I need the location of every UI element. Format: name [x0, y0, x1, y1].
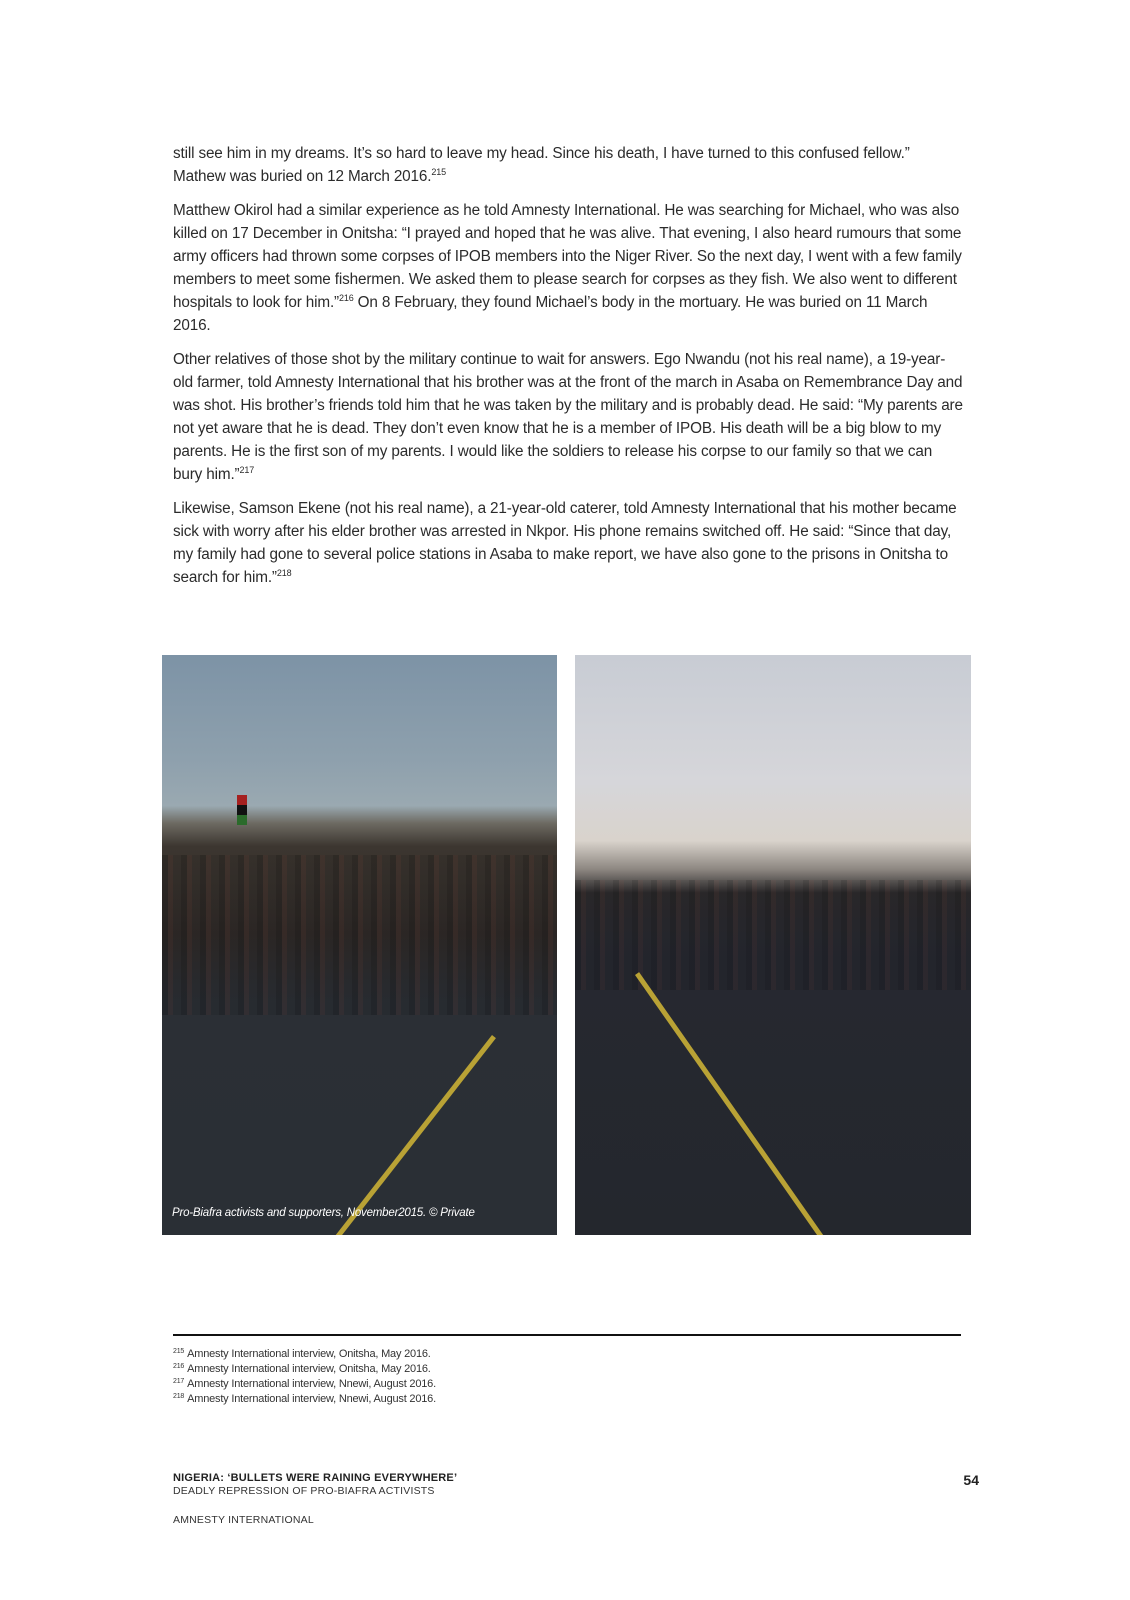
- footnote-number: 218: [173, 1393, 185, 1400]
- footnote-divider: [173, 1334, 961, 1336]
- footnote-ref[interactable]: 218: [276, 568, 292, 578]
- footnote-ref[interactable]: 217: [239, 465, 255, 475]
- paragraph: [173, 497, 963, 589]
- paragraph: [173, 142, 963, 188]
- paragraph-text: Other relatives of those shot by the military continue to wait for answers. Ego Nwandu (not his real name), a 19-year-old farmer, told Amnesty International that his brother was at the front of the march in Asaba on Remembrance Day and was shot. His brother’s friends told him that he was taken by the military and is probably dead. He said: “My parents are not yet aware that he is dead. They don’t even know that he is a member of IPOB. His death will be a big blow to my parents. He is the first son of my parents. I would like the soldiers to release his corpse to our family so that we can bury him.”: [173, 351, 963, 483]
- footnotes: [173, 1347, 961, 1407]
- paragraph-text: still see him in my dreams. It’s so hard to leave my head. Since his death, I have turned to this confused fellow.” Mathew was buried on 12 March 2016.: [173, 145, 910, 185]
- page-number: 54: [963, 1472, 979, 1488]
- page-footer: [173, 1472, 979, 1526]
- footnote-ref[interactable]: 215: [431, 167, 446, 177]
- footnote: [173, 1392, 961, 1407]
- paragraph-text: Likewise, Samson Ekene (not his real name), a 21-year-old caterer, told Amnesty International that his mother became sick with worry after his elder brother was arrested in Nkpor. His phone remains switched off. He said: “Since that day, my family had gone to several police stations in Asaba to make report, we have also gone to the prisons in Onitsha to search for him.”: [173, 500, 957, 586]
- footnote-text: Amnesty International interview, Nnewi, August 2016.: [187, 1393, 436, 1405]
- footnote-text: Amnesty International interview, Onitsha, May 2016.: [187, 1348, 431, 1360]
- footnote-number: 215: [173, 1348, 185, 1355]
- protest-photo-left: [162, 655, 557, 1235]
- paragraph-text-after: On 8 February, they found Michael’s body in the mortuary. He was buried on 11 March 2016.: [173, 294, 928, 334]
- paragraph: [173, 348, 963, 486]
- report-title: NIGERIA: ‘BULLETS WERE RAINING EVERYWHERE’: [173, 1472, 458, 1484]
- footnote-text: Amnesty International interview, Onitsha, May 2016.: [187, 1363, 431, 1375]
- footnote: [173, 1347, 961, 1362]
- footnote-number: 216: [173, 1363, 185, 1370]
- protest-photo-right: [575, 655, 971, 1235]
- crowd-shape: [162, 855, 557, 1015]
- road-marking: [332, 1035, 496, 1235]
- crowd-shape: [575, 880, 971, 990]
- footnote-text: Amnesty International interview, Nnewi, August 2016.: [187, 1378, 436, 1390]
- organization-name: AMNESTY INTERNATIONAL: [173, 1514, 314, 1526]
- footnote-number: 217: [173, 1378, 185, 1385]
- report-subtitle: DEADLY REPRESSION OF PRO-BIAFRA ACTIVISTS: [173, 1485, 435, 1497]
- body-text: [173, 142, 963, 600]
- paragraph: [173, 199, 963, 337]
- biafra-flag-shape: [237, 795, 247, 825]
- footnote: [173, 1377, 961, 1392]
- road-marking: [635, 972, 834, 1235]
- paragraph-text: Matthew Okirol had a similar experience as he told Amnesty International. He was searching for Michael, who was also killed on 17 December in Onitsha: “I prayed and hoped that he was alive. That evening, I also heard rumours that some army officers had thrown some corpses of IPOB members into the Niger River. So the next day, I went with a few family members to meet some fishermen. We asked them to please search for corpses as they fish. We also went to different hospitals to look for him.”: [173, 202, 962, 311]
- photo-caption: Pro-Biafra activists and supporters, November2015. © Private: [172, 1207, 475, 1219]
- footnote-ref[interactable]: 216: [339, 293, 354, 303]
- footnote: [173, 1362, 961, 1377]
